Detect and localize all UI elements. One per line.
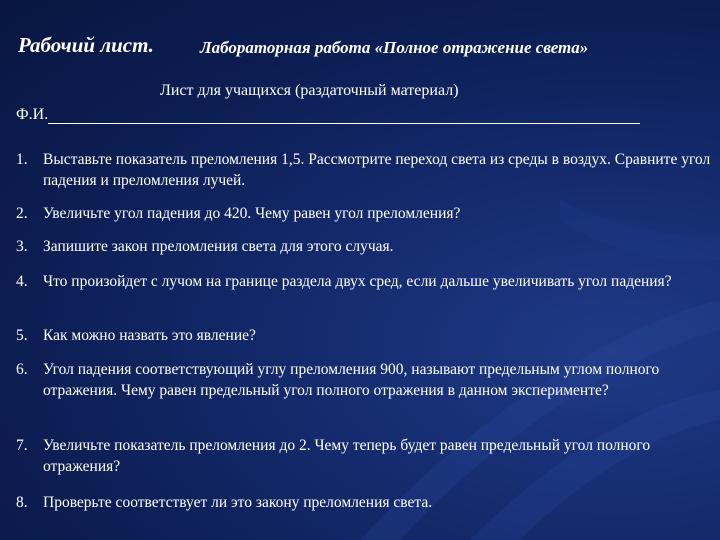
task-text: Выставьте показатель преломления 1,5. Рассмотрите переход света из среды в воздух. Сравните угол падения и преломления лучей. bbox=[43, 151, 711, 189]
task-item-5 bbox=[16, 325, 712, 346]
task-text: Увеличьте показатель преломления до 2. Чему теперь будет равен предельный угол полного отражения? bbox=[43, 437, 651, 475]
task-number: 3. bbox=[16, 238, 28, 255]
task-number: 1. bbox=[16, 151, 28, 168]
task-number: 4. bbox=[16, 273, 28, 290]
name-field-row bbox=[16, 106, 640, 124]
task-item-7 bbox=[16, 435, 712, 477]
name-blank-line bbox=[48, 109, 640, 124]
task-text: Запишите закон преломления света для этого случая. bbox=[43, 238, 394, 255]
task-number: 7. bbox=[16, 437, 28, 454]
task-number: 6. bbox=[16, 361, 28, 378]
task-number: 8. bbox=[16, 494, 28, 511]
name-label: Ф.И. bbox=[16, 106, 49, 123]
task-item-2 bbox=[16, 203, 712, 224]
task-text: Проверьте соответствует ли это закону преломления света. bbox=[43, 494, 433, 511]
task-item-1 bbox=[16, 149, 712, 191]
task-item-8 bbox=[16, 492, 712, 513]
task-item-6 bbox=[16, 359, 712, 401]
task-number: 2. bbox=[16, 205, 28, 222]
lab-title: Лабораторная работа «Полное отражение света» bbox=[200, 38, 589, 57]
task-number: 5. bbox=[16, 327, 28, 344]
task-text: Что произойдет с лучом на границе раздела двух сред, если дальше увеличивать угол падения? bbox=[43, 273, 672, 290]
subtitle: Лист для учащихся (раздаточный материал) bbox=[160, 82, 459, 99]
task-text: Как можно назвать это явление? bbox=[43, 327, 256, 344]
task-text: Увеличьте угол падения до 420. Чему равен угол преломления? bbox=[43, 205, 461, 222]
task-item-3 bbox=[16, 236, 712, 257]
task-text: Угол падения соответствующий углу преломления 900, называют предельным углом полного отражения. Чему равен предельный угол полного отражения в данном эксперименте? bbox=[43, 361, 660, 399]
task-item-4 bbox=[16, 271, 712, 292]
page-title: Рабочий лист. bbox=[18, 33, 154, 57]
